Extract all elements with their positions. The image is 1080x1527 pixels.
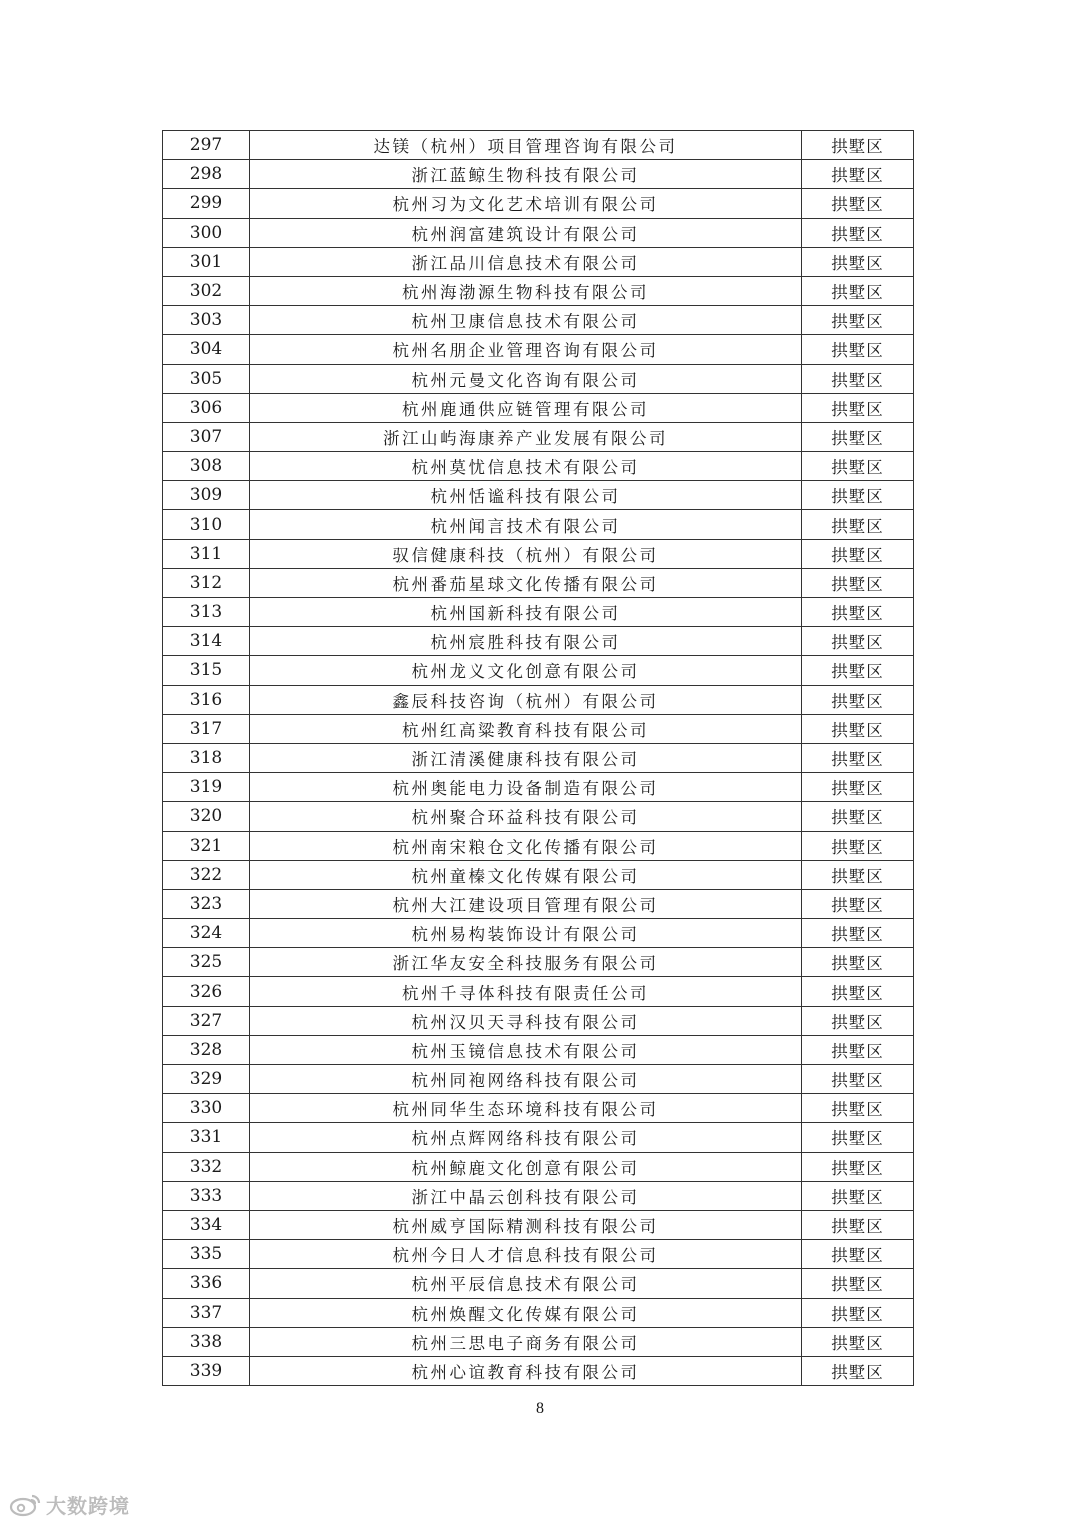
row-number-cell: 318 <box>163 743 250 772</box>
page-number: 8 <box>536 1400 544 1417</box>
district-cell: 拱墅区 <box>802 1269 914 1298</box>
row-number-cell: 336 <box>163 1269 250 1298</box>
district-cell: 拱墅区 <box>802 802 914 831</box>
district-cell: 拱墅区 <box>802 422 914 451</box>
row-number-cell: 301 <box>163 247 250 276</box>
table-row <box>163 568 914 597</box>
company-name-cell: 杭州卫康信息技术有限公司 <box>250 306 802 335</box>
district-cell: 拱墅区 <box>802 1035 914 1064</box>
district-cell: 拱墅区 <box>802 393 914 422</box>
company-name-cell: 杭州同华生态环境科技有限公司 <box>250 1094 802 1123</box>
company-name-cell: 浙江华友安全科技服务有限公司 <box>250 948 802 977</box>
company-name-cell: 杭州名朋企业管理咨询有限公司 <box>250 335 802 364</box>
district-cell: 拱墅区 <box>802 743 914 772</box>
row-number-cell: 306 <box>163 393 250 422</box>
row-number-cell: 323 <box>163 889 250 918</box>
row-number-cell: 313 <box>163 598 250 627</box>
district-cell: 拱墅区 <box>802 452 914 481</box>
table-body <box>163 131 914 1386</box>
table-row <box>163 831 914 860</box>
row-number-cell: 307 <box>163 422 250 451</box>
table-row <box>163 1240 914 1269</box>
company-name-cell: 杭州南宋粮仓文化传播有限公司 <box>250 831 802 860</box>
table-row <box>163 1181 914 1210</box>
weibo-logo-icon <box>8 1493 42 1517</box>
district-cell: 拱墅区 <box>802 306 914 335</box>
company-name-cell: 杭州平辰信息技术有限公司 <box>250 1269 802 1298</box>
district-cell: 拱墅区 <box>802 831 914 860</box>
company-name-cell: 杭州莫忧信息技术有限公司 <box>250 452 802 481</box>
row-number-cell: 332 <box>163 1152 250 1181</box>
district-cell: 拱墅区 <box>802 860 914 889</box>
district-cell: 拱墅区 <box>802 189 914 218</box>
company-name-cell: 杭州红高粱教育科技有限公司 <box>250 714 802 743</box>
row-number-cell: 331 <box>163 1123 250 1152</box>
company-name-cell: 达镁（杭州）项目管理咨询有限公司 <box>250 131 802 160</box>
row-number-cell: 337 <box>163 1298 250 1327</box>
row-number-cell: 315 <box>163 656 250 685</box>
table-row <box>163 1065 914 1094</box>
company-name-cell: 杭州今日人才信息科技有限公司 <box>250 1240 802 1269</box>
table-row <box>163 627 914 656</box>
district-cell: 拱墅区 <box>802 889 914 918</box>
table-row <box>163 1298 914 1327</box>
table-row <box>163 247 914 276</box>
watermark-text: 大数跨境 <box>46 1494 130 1518</box>
district-cell: 拱墅区 <box>802 1065 914 1094</box>
table-row <box>163 714 914 743</box>
row-number-cell: 327 <box>163 1006 250 1035</box>
company-name-cell: 浙江清溪健康科技有限公司 <box>250 743 802 772</box>
company-name-cell: 杭州三思电子商务有限公司 <box>250 1327 802 1356</box>
row-number-cell: 322 <box>163 860 250 889</box>
row-number-cell: 333 <box>163 1181 250 1210</box>
table-row <box>163 802 914 831</box>
table-row <box>163 1094 914 1123</box>
company-name-cell: 杭州童榛文化传媒有限公司 <box>250 860 802 889</box>
district-cell: 拱墅区 <box>802 1152 914 1181</box>
district-cell: 拱墅区 <box>802 714 914 743</box>
table-row <box>163 1327 914 1356</box>
company-name-cell: 浙江山屿海康养产业发展有限公司 <box>250 422 802 451</box>
district-cell: 拱墅区 <box>802 218 914 247</box>
company-name-cell: 杭州威亨国际精测科技有限公司 <box>250 1210 802 1239</box>
district-cell: 拱墅区 <box>802 1094 914 1123</box>
table-row <box>163 1152 914 1181</box>
row-number-cell: 308 <box>163 452 250 481</box>
company-name-cell: 杭州大江建设项目管理有限公司 <box>250 889 802 918</box>
table-row <box>163 364 914 393</box>
company-name-cell: 浙江品川信息技术有限公司 <box>250 247 802 276</box>
company-name-cell: 杭州玉镜信息技术有限公司 <box>250 1035 802 1064</box>
company-name-cell: 杭州闻言技术有限公司 <box>250 510 802 539</box>
row-number-cell: 328 <box>163 1035 250 1064</box>
row-number-cell: 329 <box>163 1065 250 1094</box>
table-row <box>163 452 914 481</box>
district-cell: 拱墅区 <box>802 1210 914 1239</box>
company-name-cell: 杭州龙义文化创意有限公司 <box>250 656 802 685</box>
company-name-cell: 杭州心谊教育科技有限公司 <box>250 1356 802 1385</box>
row-number-cell: 312 <box>163 568 250 597</box>
company-name-cell: 杭州元曼文化咨询有限公司 <box>250 364 802 393</box>
table-row <box>163 743 914 772</box>
row-number-cell: 298 <box>163 160 250 189</box>
row-number-cell: 310 <box>163 510 250 539</box>
table-row <box>163 889 914 918</box>
district-cell: 拱墅区 <box>802 685 914 714</box>
district-cell: 拱墅区 <box>802 539 914 568</box>
row-number-cell: 330 <box>163 1094 250 1123</box>
company-name-cell: 杭州聚合环益科技有限公司 <box>250 802 802 831</box>
table-row <box>163 977 914 1006</box>
table-row <box>163 160 914 189</box>
district-cell: 拱墅区 <box>802 160 914 189</box>
table-row <box>163 306 914 335</box>
company-name-cell: 杭州恬谧科技有限公司 <box>250 481 802 510</box>
row-number-cell: 325 <box>163 948 250 977</box>
table-row <box>163 1210 914 1239</box>
table-row <box>163 422 914 451</box>
table-row <box>163 860 914 889</box>
row-number-cell: 300 <box>163 218 250 247</box>
table-row <box>163 656 914 685</box>
company-name-cell: 驭信健康科技（杭州）有限公司 <box>250 539 802 568</box>
table-row <box>163 189 914 218</box>
district-cell: 拱墅区 <box>802 627 914 656</box>
table-row <box>163 1123 914 1152</box>
district-cell: 拱墅区 <box>802 247 914 276</box>
row-number-cell: 324 <box>163 919 250 948</box>
table-row <box>163 539 914 568</box>
company-name-cell: 杭州焕醒文化传媒有限公司 <box>250 1298 802 1327</box>
district-cell: 拱墅区 <box>802 131 914 160</box>
row-number-cell: 303 <box>163 306 250 335</box>
table-row <box>163 1035 914 1064</box>
table-row <box>163 948 914 977</box>
table-row <box>163 1356 914 1385</box>
company-name-cell: 杭州番茄星球文化传播有限公司 <box>250 568 802 597</box>
district-cell: 拱墅区 <box>802 773 914 802</box>
row-number-cell: 320 <box>163 802 250 831</box>
district-cell: 拱墅区 <box>802 568 914 597</box>
company-name-cell: 杭州鹿通供应链管理有限公司 <box>250 393 802 422</box>
district-cell: 拱墅区 <box>802 335 914 364</box>
row-number-cell: 317 <box>163 714 250 743</box>
table-row <box>163 481 914 510</box>
district-cell: 拱墅区 <box>802 276 914 305</box>
district-cell: 拱墅区 <box>802 1298 914 1327</box>
company-name-cell: 杭州国新科技有限公司 <box>250 598 802 627</box>
district-cell: 拱墅区 <box>802 977 914 1006</box>
table-row <box>163 919 914 948</box>
watermark <box>8 1490 130 1519</box>
table-row <box>163 335 914 364</box>
row-number-cell: 338 <box>163 1327 250 1356</box>
table-row <box>163 276 914 305</box>
row-number-cell: 297 <box>163 131 250 160</box>
district-cell: 拱墅区 <box>802 364 914 393</box>
table-row <box>163 1006 914 1035</box>
district-cell: 拱墅区 <box>802 1327 914 1356</box>
row-number-cell: 321 <box>163 831 250 860</box>
row-number-cell: 314 <box>163 627 250 656</box>
district-cell: 拱墅区 <box>802 1356 914 1385</box>
row-number-cell: 311 <box>163 539 250 568</box>
table-row <box>163 1269 914 1298</box>
row-number-cell: 339 <box>163 1356 250 1385</box>
company-name-cell: 杭州润富建筑设计有限公司 <box>250 218 802 247</box>
company-name-cell: 杭州习为文化艺术培训有限公司 <box>250 189 802 218</box>
row-number-cell: 334 <box>163 1210 250 1239</box>
table-row <box>163 218 914 247</box>
district-cell: 拱墅区 <box>802 1181 914 1210</box>
district-cell: 拱墅区 <box>802 1240 914 1269</box>
district-cell: 拱墅区 <box>802 481 914 510</box>
company-name-cell: 杭州千寻体科技有限责任公司 <box>250 977 802 1006</box>
table-row <box>163 598 914 627</box>
company-name-cell: 杭州鲸鹿文化创意有限公司 <box>250 1152 802 1181</box>
row-number-cell: 305 <box>163 364 250 393</box>
district-cell: 拱墅区 <box>802 919 914 948</box>
district-cell: 拱墅区 <box>802 948 914 977</box>
table-row <box>163 773 914 802</box>
row-number-cell: 299 <box>163 189 250 218</box>
company-name-cell: 浙江中晶云创科技有限公司 <box>250 1181 802 1210</box>
district-cell: 拱墅区 <box>802 1006 914 1035</box>
company-name-cell: 浙江蓝鲸生物科技有限公司 <box>250 160 802 189</box>
row-number-cell: 326 <box>163 977 250 1006</box>
district-cell: 拱墅区 <box>802 656 914 685</box>
table-row <box>163 510 914 539</box>
table-row <box>163 131 914 160</box>
district-cell: 拱墅区 <box>802 1123 914 1152</box>
row-number-cell: 316 <box>163 685 250 714</box>
company-name-cell: 杭州同袍网络科技有限公司 <box>250 1065 802 1094</box>
company-name-cell: 杭州汉贝天寻科技有限公司 <box>250 1006 802 1035</box>
company-list-table <box>162 130 914 1386</box>
company-name-cell: 杭州宸胜科技有限公司 <box>250 627 802 656</box>
row-number-cell: 302 <box>163 276 250 305</box>
row-number-cell: 319 <box>163 773 250 802</box>
company-name-cell: 杭州易构装饰设计有限公司 <box>250 919 802 948</box>
company-name-cell: 杭州海渤源生物科技有限公司 <box>250 276 802 305</box>
company-name-cell: 鑫辰科技咨询（杭州）有限公司 <box>250 685 802 714</box>
table-row <box>163 685 914 714</box>
table-row <box>163 393 914 422</box>
company-name-cell: 杭州点辉网络科技有限公司 <box>250 1123 802 1152</box>
row-number-cell: 309 <box>163 481 250 510</box>
district-cell: 拱墅区 <box>802 510 914 539</box>
company-name-cell: 杭州奥能电力设备制造有限公司 <box>250 773 802 802</box>
row-number-cell: 304 <box>163 335 250 364</box>
district-cell: 拱墅区 <box>802 598 914 627</box>
row-number-cell: 335 <box>163 1240 250 1269</box>
